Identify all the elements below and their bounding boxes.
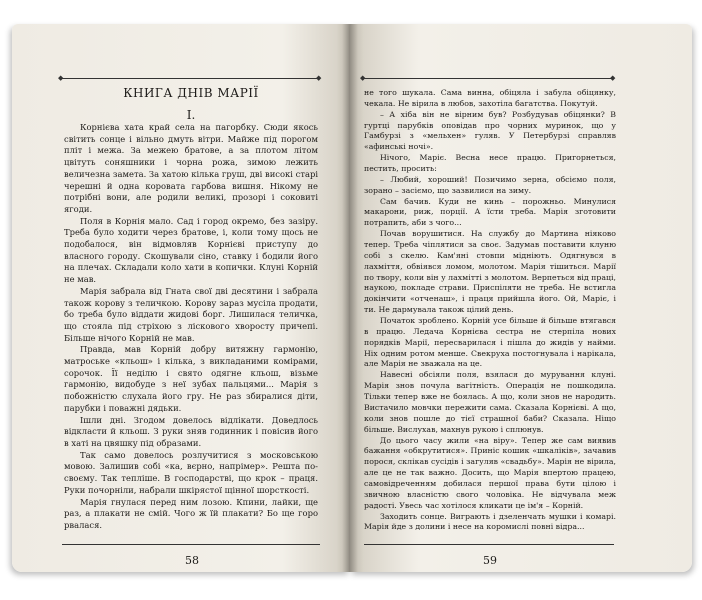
paragraph: Так само довелось розлучитися з московською мовою. Залишив собі «ка, вєрно, напрімер». Решта по-своєму. Так тепліше. В господарстві, що крок – праця. Руки почорніли, набрали шкірястої щінної шорсткості.	[64, 449, 318, 495]
top-ornament-rule	[62, 78, 320, 79]
paragraph: Заходить сонце. Виграють і дзеленчать мушки і комарі. Марія йде з долини і несе на коромислі повні відра...	[364, 511, 616, 532]
paragraph: Почав ворушитися. На службу до Мартина ніяково тепер. Треба чіплятися за своє. Задумав поставити клуню собі з скелю. Кам'яні стовпи мідніють. Одягнувся в лахміття, обвіявся ломом, молотом. Марія тішиться. Марії по твору, коли він у лахмітті з молотом. Верпеться від праці, наукою, покладе страви. Приспіляти не треба. Не встигла докінчити «отченаш», і праця прийшла його. Ой, Маріє, і ти. Не дармувала також цілий день.	[364, 229, 616, 315]
bottom-ornament-rule	[62, 544, 320, 545]
paragraph: Марія забрала від Гната свої дві десятини і забрала також корову з теличкою. Корову зараз мусіла продати, бо треба було віддати жидові борг. Лишилася теличка, що стояла під стріхою з ліскового хворосту причепі. Більше нічого Корній не мав.	[64, 285, 318, 343]
paragraph: Нічого, Маріє. Весна несе працю. Пригорнеться, пестить, просить:	[364, 153, 616, 174]
paragraph: – Любий, хороший! Позичимо зерна, обсіємо поля, зорано – засіємо, що зазвилися на зиму.	[364, 174, 616, 195]
right-page	[350, 24, 692, 572]
paragraph: Початок зроблено. Корній усе більше й більше втягався в працю. Ледача Корнієва сестра не стерпіла нових порядків Марії, пересварилася і пішла до жидів у найми. Ніх одним ротом менше. Свекруха постогнувала і нарікала, але Марія не зважала на це.	[364, 316, 616, 369]
paragraph: Поля в Корнія мало. Сад і город окремо, без зазіру. Треба було ходити через братове, і, коли тому щось не подобалося, він відмовляв Корнієві приступу до власного городу. Скошували сіно, ставку і бодили його на плечах. Складали коло хати в копички. Клуні Корній не мав.	[64, 215, 318, 285]
ornament-diamond-icon: ◆	[610, 74, 616, 82]
top-ornament-rule	[364, 78, 614, 79]
paragraph: Правда, мав Корній добру витяжну гармонію, матроське «кльош» і кілька, з викладаними комірами, сорочок. Її неділю і свято одягне кльош, візьме гармонію, видобуде з неї зубах пальцями... Марія з побожністю слухала його гру. Не раз збиралися діти, парубки і поважні дядьки.	[64, 344, 318, 413]
paragraph: До цього часу жили «на віру». Тепер же сам виявив бажання «обкрутитися». Приніс кошик «шкаліків», зачавив порося, склікав сусідів і загуляв «свадьбу». Марія не вірила, але це не так важно. Досить, що Марія впертою працею, самовідреченням добилася першої права бути цілою і звичною власністю свого чоловіка. Не відчувала меж радості. Увесь час хотілося кликати це ім'я – Корній.	[364, 435, 616, 510]
paragraph: не того шукала. Сама винна, обіцяла і забула обіцянку, чекала. Не вірила в любов, захотіла багатства. Покутуй.	[364, 88, 616, 108]
open-book	[12, 14, 692, 586]
ornament-diamond-icon: ◆	[360, 74, 366, 82]
page-number: 58	[185, 554, 199, 567]
left-body-text	[64, 122, 318, 532]
paragraph: Корнієва хата край села на пагорбку. Сюди якось світить сонце і вільно дмуть вітри. Майже під порогом пліт і межа. За межею братове, а за плотом літом цвітуть соняшники і чорна рожа, зимою лежить величезна замета. За хатою кілька груш, дві високі старі черешні й одна коровата гарбова вишня. Нікому не потрібні вони, але родили великі, прозорі і соковиті ягоди.	[64, 122, 318, 214]
bottom-ornament-rule	[364, 544, 614, 545]
left-page	[12, 24, 350, 572]
page-number: 59	[483, 554, 497, 567]
ornament-diamond-icon: ◆	[58, 74, 64, 82]
section-number: I.	[186, 108, 196, 122]
paragraph: Марія гнулася перед ним лозою. Кпини, лайки, ще раз, а плакати не смій. Чого ж їй плакати? Бо ще горо рвалася.	[64, 496, 318, 530]
ornament-diamond-icon: ◆	[316, 74, 322, 82]
paragraph: – А хіба він не вірним був? Розбудував обіцянки? В гуртці парубків оповідав про чорних муринок, що у Гамбурзі з «мельхен» гуляв. У Петербурзі справляв «афинські ночі».	[364, 109, 616, 152]
paragraph: Ішли дні. Згодом довелось відлікати. Доведлось відкласти й кльош. З руки зняв годинник і повісив його в хаті на цвяшку під образами.	[64, 414, 318, 448]
right-body-text	[364, 88, 616, 533]
chapter-title: КНИГА ДНІВ МАРІЇ	[123, 86, 259, 100]
paragraph: Навесні обсіяли поля, взялася до мурування клуні. Марія знов почула вагітність. Операція не пошкодила. Тільки тепер вже не боялась. А що, коли знов не народить. Вистачило мовчки пережити сама. Сказала Корнієві. А що, коли знов пошле до тієї страшної баби? Сказала. Ніщо більше. Вислухав, махнув рукою і сплюнув.	[364, 370, 616, 434]
paragraph: Сам бачив. Куди не кинь – порожньо. Минулися макарони, риж, порції. А їсти треба. Марія зготовити потрапить, аби з чого...	[364, 196, 616, 228]
book-gutter-shadow	[342, 24, 358, 572]
